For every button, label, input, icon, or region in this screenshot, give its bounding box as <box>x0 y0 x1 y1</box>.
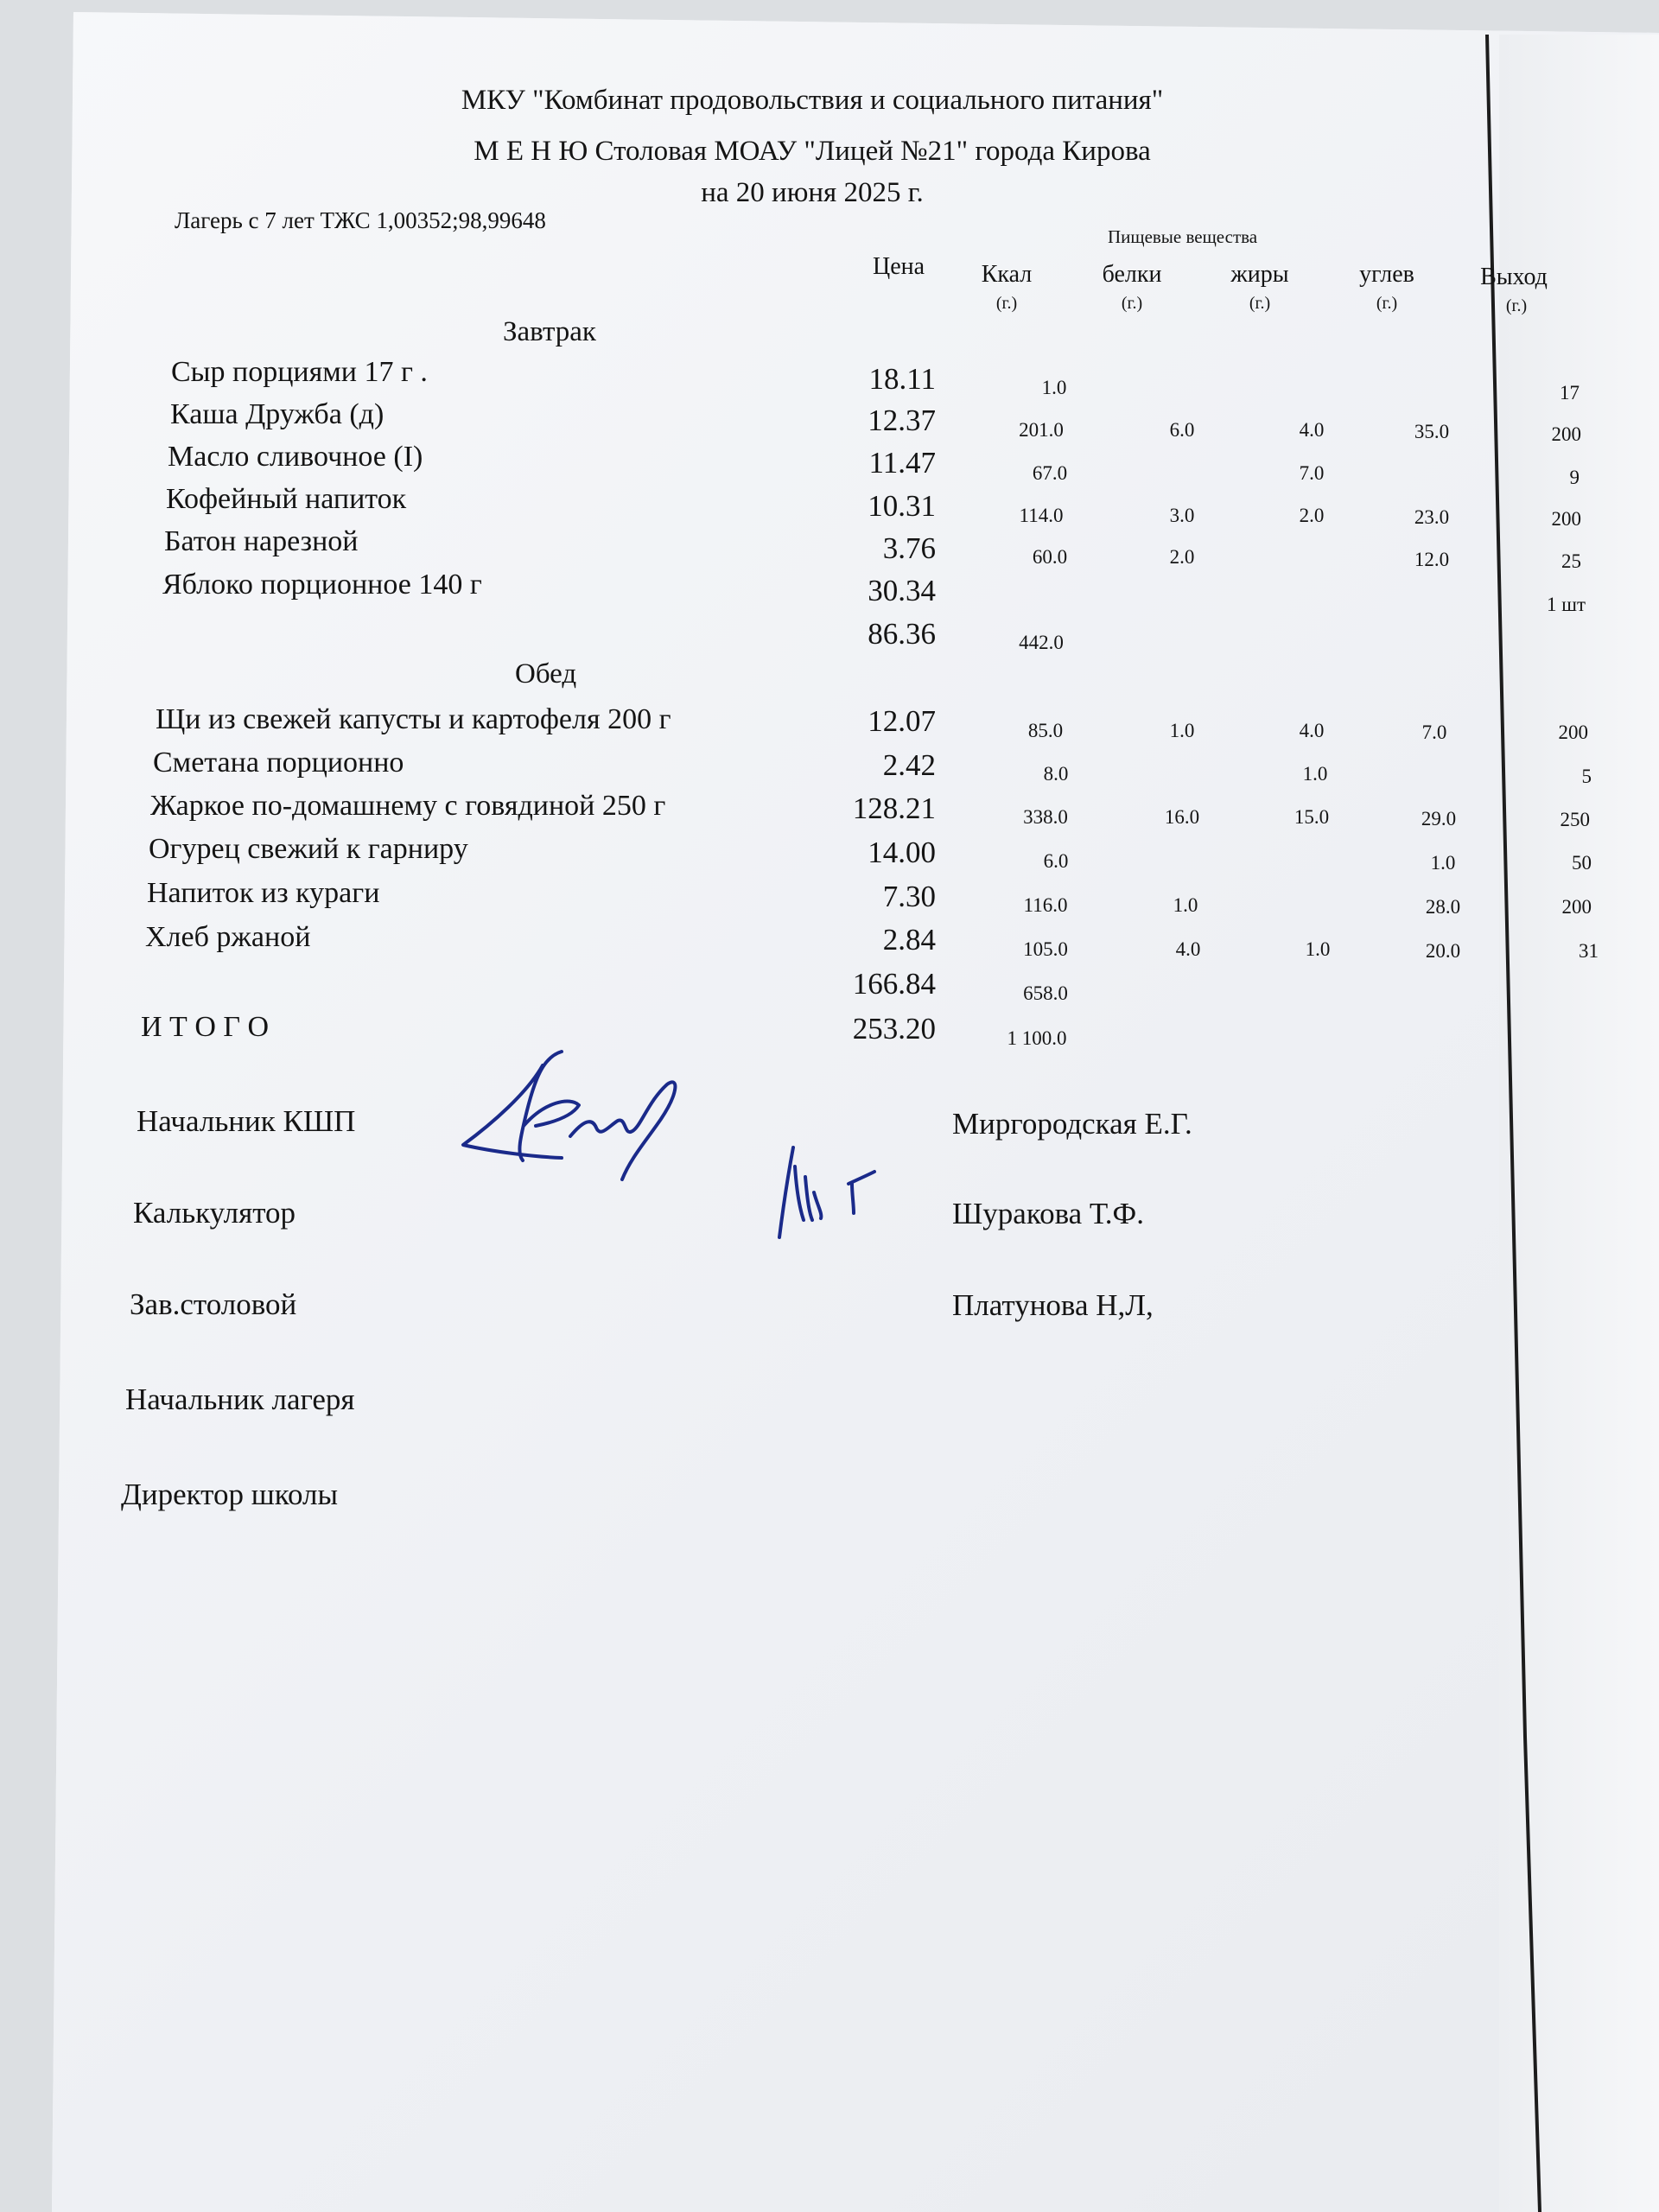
breakfast-item-kcal: 1.0 <box>1041 377 1067 398</box>
canteen-name: Платунова Н,Л, <box>952 1288 1154 1322</box>
org-title: МКУ "Комбинат продовольствия и социального питания" <box>461 85 1164 116</box>
col-carbs-unit: (г.) <box>1376 294 1398 313</box>
breakfast-item-price: 3.76 <box>882 531 936 565</box>
lunch-item-price: 128.21 <box>852 791 936 825</box>
breakfast-item-carbs: 23.0 <box>1414 506 1450 528</box>
camp-line: Лагерь с 7 лет ТЖС 1,00352;98,99648 <box>175 207 546 233</box>
col-fat-unit: (г.) <box>1249 294 1271 313</box>
lunch-item-price: 12.07 <box>868 704 936 738</box>
breakfast-item-fat: 7.0 <box>1299 462 1325 484</box>
breakfast-item-yield: 25 <box>1561 550 1581 572</box>
col-kcal-unit: (г.) <box>995 294 1018 313</box>
breakfast-item-yield: 1 шт <box>1546 594 1586 615</box>
breakfast-item-protein: 3.0 <box>1169 505 1195 526</box>
calculator-role: Калькулятор <box>133 1196 296 1230</box>
breakfast-item-protein: 6.0 <box>1169 419 1195 441</box>
col-protein: белки <box>1102 261 1162 288</box>
breakfast-item-kcal: 67.0 <box>1032 462 1068 484</box>
lunch-total-kcal: 658.0 <box>1023 982 1068 1004</box>
breakfast-item-protein: 2.0 <box>1169 546 1195 568</box>
breakfast-item-yield: 17 <box>1560 382 1580 404</box>
breakfast-title: Завтрак <box>503 316 596 347</box>
head-kshp-signature <box>441 1041 700 1197</box>
lunch-item-price: 2.84 <box>882 923 936 957</box>
lunch-item-carbs: 28.0 <box>1425 896 1461 918</box>
lunch-item-kcal: 8.0 <box>1043 763 1069 785</box>
head-kshp-name: Миргородская Е.Г. <box>952 1107 1192 1141</box>
breakfast-item-carbs: 12.0 <box>1414 549 1450 570</box>
breakfast-item-yield: 9 <box>1569 467 1580 488</box>
breakfast-item-price: 30.34 <box>868 574 936 607</box>
lunch-item-price: 2.42 <box>882 748 936 782</box>
lunch-item-protein: 4.0 <box>1175 938 1201 960</box>
director-role: Директор школы <box>121 1478 338 1511</box>
lunch-item-name: Щи из свежей капусты и картофеля 200 г <box>156 703 671 735</box>
breakfast-item-fat: 4.0 <box>1299 419 1325 441</box>
lunch-item-name: Огурец свежий к гарниру <box>149 833 468 865</box>
lunch-item-yield: 250 <box>1560 809 1590 830</box>
nutrients-caption: Пищевые вещества <box>1108 226 1258 247</box>
lunch-item-kcal: 85.0 <box>1027 720 1064 741</box>
lunch-item-protein: 1.0 <box>1169 720 1195 741</box>
breakfast-item-yield: 200 <box>1551 508 1581 530</box>
calculator-name: Шуракова Т.Ф. <box>952 1197 1144 1230</box>
lunch-item-carbs: 29.0 <box>1421 808 1457 830</box>
lunch-item-name: Жаркое по-домашнему с говядиной 250 г <box>150 790 666 822</box>
menu-title: М Е Н Ю Столовая МОАУ "Лицей №21" города Кирова <box>474 136 1151 167</box>
col-yield: Выход <box>1480 264 1548 290</box>
menu-date: на 20 июня 2025 г. <box>701 177 924 208</box>
breakfast-item-yield: 200 <box>1551 423 1581 445</box>
lunch-item-price: 14.00 <box>868 836 936 869</box>
lunch-item-carbs: 7.0 <box>1421 721 1447 743</box>
lunch-item-kcal: 116.0 <box>1023 894 1068 916</box>
lunch-item-fat: 1.0 <box>1302 763 1328 785</box>
lunch-item-fat: 15.0 <box>1294 806 1330 828</box>
col-protein-unit: (г.) <box>1121 294 1143 313</box>
lunch-item-name: Напиток из кураги <box>147 877 380 909</box>
lunch-item-yield: 50 <box>1572 852 1592 874</box>
head-kshp-role: Начальник КШП <box>137 1104 356 1138</box>
lunch-item-yield: 31 <box>1579 940 1599 962</box>
lunch-item-price: 7.30 <box>882 880 936 913</box>
breakfast-item-name: Батон нарезной <box>164 525 359 557</box>
breakfast-item-name: Масло сливочное (I) <box>168 441 423 473</box>
breakfast-item-kcal: 60.0 <box>1032 546 1068 568</box>
breakfast-item-kcal: 114.0 <box>1019 505 1064 526</box>
col-kcal: Ккал <box>981 261 1033 288</box>
paper-right-strip <box>1499 35 1659 2212</box>
lunch-item-yield: 200 <box>1558 721 1588 743</box>
col-fat: жиры <box>1230 261 1289 288</box>
breakfast-total-price: 86.36 <box>868 617 936 651</box>
grand-total-price: 253.20 <box>852 1012 936 1046</box>
breakfast-item-fat: 2.0 <box>1299 505 1325 526</box>
lunch-item-kcal: 338.0 <box>1023 806 1068 828</box>
breakfast-item-price: 12.37 <box>868 404 936 437</box>
lunch-item-fat: 4.0 <box>1299 720 1325 741</box>
lunch-item-protein: 1.0 <box>1173 894 1198 916</box>
breakfast-item-price: 11.47 <box>868 446 936 480</box>
calculator-signature <box>769 1141 890 1244</box>
grand-total-label: И Т О Г О <box>141 1011 270 1043</box>
grand-total-kcal: 1 100.0 <box>1007 1027 1067 1049</box>
lunch-total-price: 166.84 <box>852 967 936 1001</box>
lunch-item-carbs: 20.0 <box>1425 940 1461 962</box>
lunch-item-name: Хлеб ржаной <box>145 921 311 953</box>
lunch-item-yield: 200 <box>1561 896 1592 918</box>
breakfast-total-kcal: 442.0 <box>1019 632 1064 653</box>
breakfast-item-price: 18.11 <box>868 362 936 396</box>
lunch-item-name: Сметана порционно <box>153 747 404 779</box>
camp-head-role: Начальник лагеря <box>125 1382 355 1416</box>
breakfast-item-price: 10.31 <box>868 489 936 523</box>
breakfast-item-name: Кофейный напиток <box>166 483 407 515</box>
lunch-item-carbs: 1.0 <box>1430 852 1456 874</box>
breakfast-item-kcal: 201.0 <box>1019 419 1064 441</box>
lunch-item-kcal: 105.0 <box>1023 938 1068 960</box>
lunch-item-fat: 1.0 <box>1305 938 1331 960</box>
canteen-role: Зав.столовой <box>130 1287 297 1321</box>
col-price: Цена <box>872 253 925 280</box>
col-yield-unit: (г.) <box>1505 296 1528 315</box>
breakfast-item-name: Сыр порциями 17 г . <box>171 356 428 388</box>
lunch-item-kcal: 6.0 <box>1043 850 1069 872</box>
breakfast-item-name: Каша Дружба (д) <box>170 398 385 430</box>
lunch-item-protein: 16.0 <box>1164 806 1200 828</box>
breakfast-item-name: Яблоко порционное 140 г <box>162 569 482 601</box>
lunch-item-yield: 5 <box>1581 766 1592 787</box>
breakfast-item-carbs: 35.0 <box>1414 421 1450 442</box>
lunch-title: Обед <box>515 658 577 690</box>
col-carbs: углев <box>1359 261 1414 288</box>
